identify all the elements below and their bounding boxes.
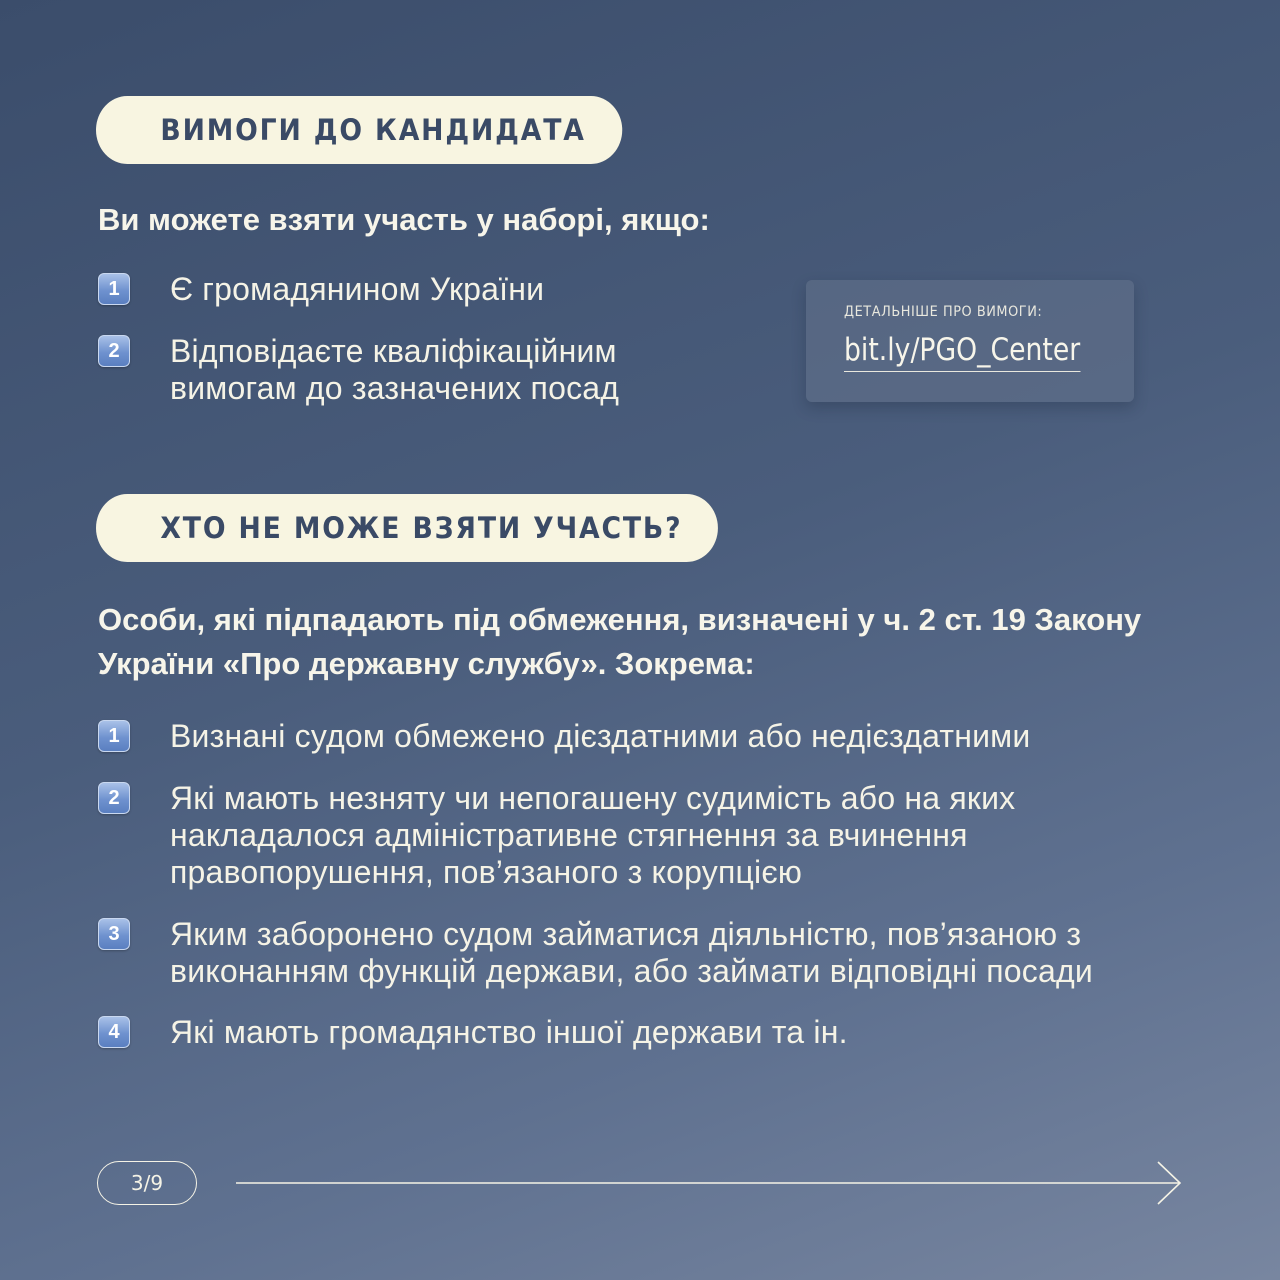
number-2-icon: 2 xyxy=(98,335,130,367)
list-item xyxy=(98,1014,1210,1051)
page-indicator: 3/9 xyxy=(97,1161,197,1205)
number-1-icon: 1 xyxy=(98,720,130,752)
list-item-text: Є громадянином України xyxy=(170,271,545,307)
list-item-text: Визнані судом обмежено дієздатними або недієздатними xyxy=(170,718,1031,754)
arrow-right-icon[interactable] xyxy=(236,1160,1184,1206)
list-item-text: Які мають незняту чи непогашену судимість або на яких накладалося адміністративне стягнення за вчинення правопорушення, пов’язаного з корупцією xyxy=(170,780,1016,890)
number-4-icon: 4 xyxy=(98,1016,130,1048)
number-2-icon: 2 xyxy=(98,782,130,814)
number-1-icon: 1 xyxy=(98,273,130,305)
section-heading-restrictions xyxy=(96,494,718,562)
requirements-info-card xyxy=(806,280,1134,402)
list-item-text: Відповідаєте кваліфікаційним вимогам до зазначених посад xyxy=(170,333,620,406)
section-intro: Особи, які підпадають під обмеження, визначені у ч. 2 ст. 19 Закону України «Про державну службу». Зокрема: xyxy=(98,602,1142,681)
list-item xyxy=(98,333,730,407)
section-heading-text: ВИМОГИ ДО КАНДИДАТА xyxy=(160,113,586,147)
list-item-text: Яким заборонено судом займатися діяльністю, пов’язаною з виконанням функцій держави, або займати відповідні посади xyxy=(170,916,1093,989)
list-item xyxy=(98,718,1210,755)
section-intro: Ви можете взяти участь у наборі, якщо: xyxy=(98,202,710,237)
list-item xyxy=(98,916,1210,990)
number-3-icon: 3 xyxy=(98,918,130,950)
section-heading-requirements xyxy=(96,96,622,164)
info-card-label: ДЕТАЛЬНІШЕ ПРО ВИМОГИ: xyxy=(844,304,1043,320)
list-item-text: Які мають громадянство іншої держави та ін. xyxy=(170,1014,848,1050)
section-heading-text: ХТО НЕ МОЖЕ ВЗЯТИ УЧАСТЬ? xyxy=(160,511,683,545)
list-item xyxy=(98,271,730,308)
list-item xyxy=(98,780,1180,891)
requirements-link[interactable]: bit.ly/PGO_Center xyxy=(844,332,1080,372)
